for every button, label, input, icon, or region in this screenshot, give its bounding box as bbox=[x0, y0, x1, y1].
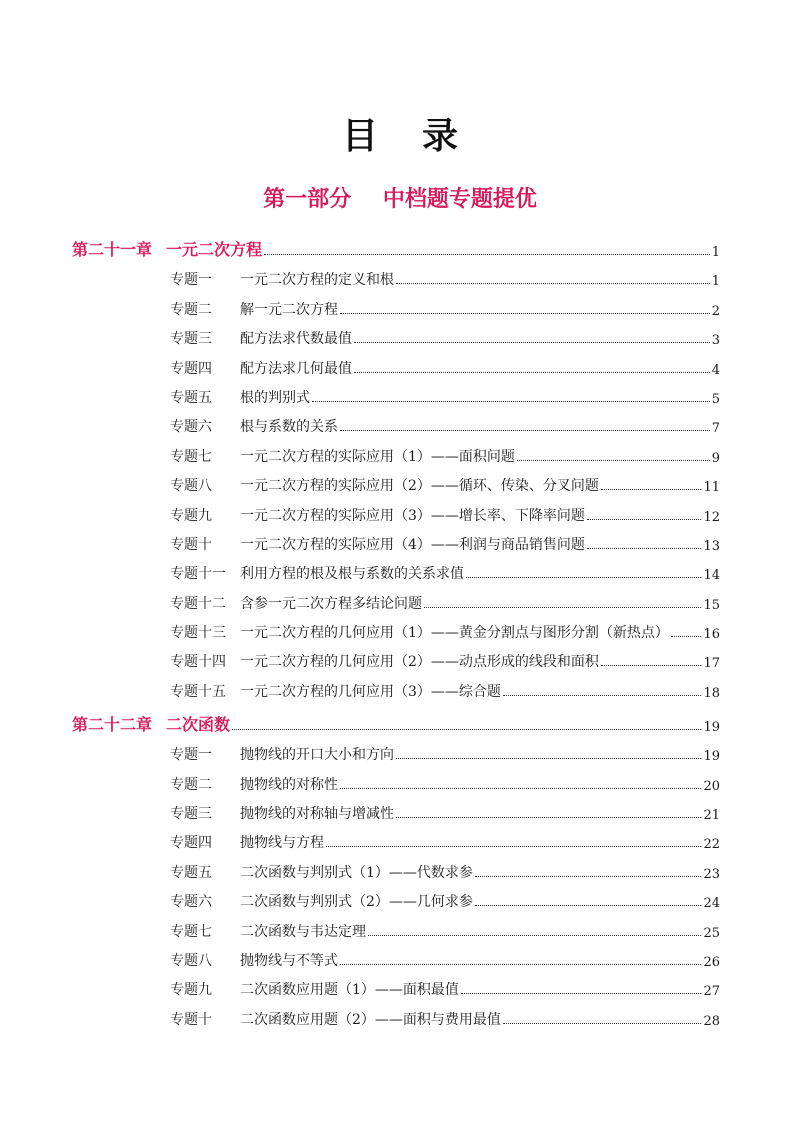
topic-label bbox=[170, 416, 338, 436]
topic-entry[interactable] bbox=[72, 436, 720, 465]
page-number: 19 bbox=[703, 749, 720, 765]
topic-label bbox=[170, 563, 464, 583]
topic-label bbox=[170, 1009, 501, 1029]
topic-entry[interactable] bbox=[72, 941, 720, 970]
page-number: 7 bbox=[711, 421, 720, 437]
topic-number: 专题九 bbox=[170, 982, 212, 999]
topic-name: 一元二次方程的实际应用（2）——循环、传染、分叉问题 bbox=[240, 478, 599, 495]
topic-label bbox=[170, 921, 366, 941]
leader-dots bbox=[466, 577, 701, 578]
topic-label bbox=[170, 622, 669, 642]
topic-name: 一元二次方程的几何应用（1）——黄金分割点与图形分割（新热点） bbox=[240, 625, 669, 642]
topic-name: 配方法求几何最值 bbox=[240, 360, 352, 377]
topic-number: 专题八 bbox=[170, 952, 212, 969]
part-name: 中档题专题提优 bbox=[382, 187, 537, 212]
leader-dots bbox=[475, 876, 702, 877]
topic-entry[interactable] bbox=[72, 583, 720, 612]
topic-number: 专题二 bbox=[170, 301, 212, 318]
leader-dots bbox=[396, 758, 701, 759]
topic-number: 专题十二 bbox=[170, 595, 226, 612]
page-number: 5 bbox=[711, 391, 720, 407]
topic-entry[interactable] bbox=[72, 911, 720, 940]
topic-entry[interactable] bbox=[72, 764, 720, 793]
leader-dots bbox=[312, 401, 710, 402]
topic-number: 专题八 bbox=[170, 478, 212, 495]
topic-label bbox=[170, 269, 394, 289]
leader-dots bbox=[264, 254, 710, 255]
chapter-number: 第二十二章 bbox=[72, 714, 153, 734]
page-number: 15 bbox=[703, 597, 720, 613]
topic-label bbox=[170, 979, 459, 999]
topic-entry[interactable] bbox=[72, 735, 720, 764]
topic-entry[interactable] bbox=[72, 642, 720, 671]
topic-number: 专题九 bbox=[170, 507, 212, 524]
part-title bbox=[0, 182, 800, 213]
topic-name: 二次函数与判别式（2）——几何求参 bbox=[240, 894, 473, 911]
topic-entry[interactable] bbox=[72, 882, 720, 911]
topic-entry[interactable] bbox=[72, 495, 720, 524]
leader-dots bbox=[340, 788, 701, 789]
leader-dots bbox=[326, 846, 701, 847]
page-number: 11 bbox=[703, 480, 720, 496]
page-number: 13 bbox=[703, 538, 720, 554]
leader-dots bbox=[587, 519, 702, 520]
topic-name: 抛物线的开口大小和方向 bbox=[240, 747, 394, 764]
topic-label bbox=[170, 593, 422, 613]
topic-number: 专题五 bbox=[170, 389, 212, 406]
leader-dots bbox=[503, 1023, 702, 1024]
topic-label bbox=[170, 862, 473, 882]
page-number: 21 bbox=[703, 808, 720, 824]
page-number: 19 bbox=[703, 719, 720, 735]
topic-entry[interactable] bbox=[72, 407, 720, 436]
leader-dots bbox=[232, 729, 701, 730]
page-number: 23 bbox=[703, 866, 720, 882]
topic-label bbox=[170, 744, 394, 764]
topic-name: 一元二次方程的实际应用（4）——利润与商品销售问题 bbox=[240, 536, 585, 553]
page-number: 4 bbox=[711, 362, 720, 378]
leader-dots bbox=[340, 964, 701, 965]
page-number: 26 bbox=[703, 954, 720, 970]
page-number: 20 bbox=[703, 778, 720, 794]
topic-name: 根与系数的关系 bbox=[240, 419, 338, 436]
leader-dots bbox=[340, 430, 710, 431]
topic-name: 抛物线与不等式 bbox=[240, 952, 338, 969]
page-number: 9 bbox=[711, 450, 720, 466]
leader-dots bbox=[517, 460, 710, 461]
page-number: 1 bbox=[711, 274, 720, 290]
leader-dots bbox=[475, 905, 702, 906]
leader-dots bbox=[396, 283, 710, 284]
topic-number: 专题二 bbox=[170, 776, 212, 793]
topic-entry[interactable] bbox=[72, 525, 720, 554]
topic-label bbox=[170, 950, 338, 970]
page-number: 22 bbox=[703, 837, 720, 853]
topic-label bbox=[170, 832, 324, 852]
topic-number: 专题三 bbox=[170, 806, 212, 823]
page-number: 18 bbox=[703, 685, 720, 701]
topic-label bbox=[170, 534, 585, 554]
topic-label bbox=[170, 681, 501, 701]
chapter-name: 二次函数 bbox=[166, 714, 231, 734]
page-number: 14 bbox=[703, 568, 720, 584]
page-number: 12 bbox=[703, 509, 720, 525]
leader-dots bbox=[340, 313, 710, 314]
topic-label bbox=[170, 891, 473, 911]
topic-entry[interactable] bbox=[72, 613, 720, 642]
leader-dots bbox=[354, 372, 710, 373]
page-number: 28 bbox=[703, 1013, 720, 1029]
topic-name: 根的判别式 bbox=[240, 389, 310, 406]
leader-dots bbox=[424, 607, 701, 608]
page-number: 24 bbox=[703, 896, 720, 912]
page-number: 1 bbox=[711, 245, 720, 260]
topic-label bbox=[170, 505, 585, 525]
topic-name: 一元二次方程的几何应用（3）——综合题 bbox=[240, 683, 501, 700]
topic-name: 二次函数与判别式（1）——代数求参 bbox=[240, 864, 473, 881]
leader-dots bbox=[368, 935, 701, 936]
topic-number: 专题五 bbox=[170, 864, 212, 881]
page-number: 16 bbox=[703, 627, 720, 643]
topic-number: 专题六 bbox=[170, 894, 212, 911]
topic-entry[interactable] bbox=[72, 823, 720, 852]
topic-entry[interactable] bbox=[72, 999, 720, 1028]
topic-number: 专题四 bbox=[170, 835, 212, 852]
leader-dots bbox=[587, 548, 702, 549]
page-number: 25 bbox=[703, 925, 720, 941]
chapter-entry[interactable] bbox=[72, 705, 720, 735]
topic-name: 一元二次方程的实际应用（1）——面积问题 bbox=[240, 448, 515, 465]
table-of-contents bbox=[72, 230, 720, 1029]
topic-number: 专题一 bbox=[170, 272, 212, 289]
topic-label bbox=[170, 299, 338, 319]
topic-entry[interactable] bbox=[72, 260, 720, 289]
topic-number: 专题十三 bbox=[170, 625, 226, 642]
topic-entry[interactable] bbox=[72, 466, 720, 495]
page-number: 17 bbox=[703, 656, 720, 672]
leader-dots bbox=[461, 993, 702, 994]
topic-name: 配方法求代数最值 bbox=[240, 331, 352, 348]
topic-name: 二次函数应用题（2）——面积与费用最值 bbox=[240, 1011, 501, 1028]
topic-entry[interactable] bbox=[72, 289, 720, 318]
leader-dots bbox=[671, 636, 702, 637]
topic-name: 抛物线与方程 bbox=[240, 835, 324, 852]
topic-name: 抛物线的对称性 bbox=[240, 776, 338, 793]
topic-number: 专题十五 bbox=[170, 683, 226, 700]
topic-number: 专题十 bbox=[170, 536, 212, 553]
topic-name: 二次函数应用题（1）——面积最值 bbox=[240, 982, 459, 999]
topic-number: 专题七 bbox=[170, 923, 212, 940]
topic-label bbox=[170, 387, 310, 407]
page-number: 3 bbox=[711, 333, 720, 349]
topic-name: 一元二次方程的定义和根 bbox=[240, 272, 394, 289]
topic-number: 专题四 bbox=[170, 360, 212, 377]
topic-number: 专题七 bbox=[170, 448, 212, 465]
topic-label bbox=[170, 774, 338, 794]
leader-dots bbox=[354, 342, 710, 343]
leader-dots bbox=[601, 665, 702, 666]
topic-number: 专题十四 bbox=[170, 654, 226, 671]
chapter-entry[interactable] bbox=[72, 230, 720, 260]
topic-entry[interactable] bbox=[72, 852, 720, 881]
leader-dots bbox=[601, 489, 702, 490]
topic-entry[interactable] bbox=[72, 671, 720, 700]
topic-name: 解一元二次方程 bbox=[240, 301, 338, 318]
topic-entry[interactable] bbox=[72, 378, 720, 407]
topic-number: 专题六 bbox=[170, 419, 212, 436]
chapter-label bbox=[72, 237, 262, 260]
topic-name: 一元二次方程的几何应用（2）——动点形成的线段和面积 bbox=[240, 654, 599, 671]
topic-name: 抛物线的对称轴与增减性 bbox=[240, 806, 394, 823]
topic-entry[interactable] bbox=[72, 348, 720, 377]
chapter-label bbox=[72, 712, 230, 735]
topic-number: 专题十 bbox=[170, 1011, 212, 1028]
topic-name: 二次函数与韦达定理 bbox=[240, 923, 366, 940]
topic-name: 利用方程的根及根与系数的关系求值 bbox=[240, 566, 464, 583]
topic-label bbox=[170, 358, 352, 378]
topic-label bbox=[170, 446, 515, 466]
chapter-number: 第二十一章 bbox=[72, 240, 153, 259]
topic-label bbox=[170, 475, 599, 495]
topic-number: 专题一 bbox=[170, 747, 212, 764]
topic-number: 专题三 bbox=[170, 331, 212, 348]
topic-number: 专题十一 bbox=[170, 566, 226, 583]
topic-entry[interactable] bbox=[72, 554, 720, 583]
topic-label bbox=[170, 803, 394, 823]
topic-label bbox=[170, 328, 352, 348]
chapter-name: 一元二次方程 bbox=[166, 240, 263, 259]
topic-name: 一元二次方程的实际应用（3）——增长率、下降率问题 bbox=[240, 507, 585, 524]
leader-dots bbox=[503, 695, 702, 696]
topic-entry[interactable] bbox=[72, 794, 720, 823]
part-number: 第一部分 bbox=[263, 187, 352, 212]
page-title: 目录 bbox=[341, 116, 502, 157]
leader-dots bbox=[396, 817, 701, 818]
topic-entry[interactable] bbox=[72, 319, 720, 348]
topic-name: 含参一元二次方程多结论问题 bbox=[240, 595, 422, 612]
page-number: 27 bbox=[703, 984, 720, 1000]
topic-label bbox=[170, 651, 599, 671]
topic-entry[interactable] bbox=[72, 970, 720, 999]
page-number: 2 bbox=[711, 303, 720, 319]
